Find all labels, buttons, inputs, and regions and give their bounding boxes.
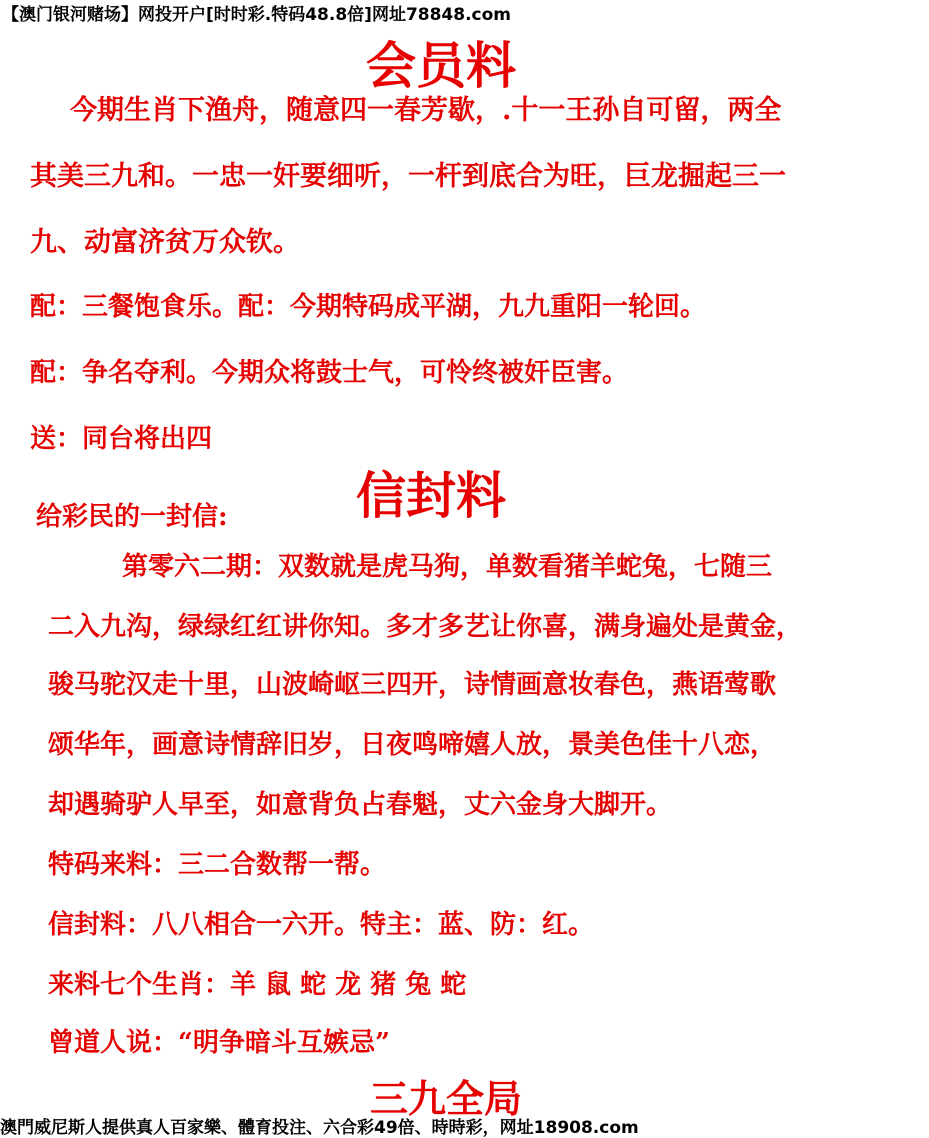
tema-line: 特码来料：三二合数帮一帮。 [48,850,387,880]
section-title-sanjiu: 三九全局 [370,1076,523,1121]
letter-line-1: 第零六二期：双数就是虎马狗，单数看猪羊蛇兔，七随三 [122,552,773,582]
top-banner: 【澳门银河赌场】网投开户[时时彩.特码48.8倍]网址78848.com [2,5,512,25]
section-title-member: 会员料 [366,36,516,95]
letter-line-4: 颂华年，画意诗情辞旧岁，日夜鸣啼嬉人放，景美色佳十八恋， [48,730,777,760]
letter-greeting: 给彩民的一封信: [36,502,228,532]
song-line: 送：同台将出四 [30,424,213,454]
section-title-letter: 信封料 [356,466,506,525]
poem-line-3: 九、动富济贫万众钦。 [30,227,300,258]
zodiac-line: 来料七个生肖：羊 鼠 蛇 龙 猪 兔 蛇 [48,970,467,1000]
letter-line-5: 却遇骑驴人早至，如意背负占春魁，丈六金身大脚开。 [48,790,673,820]
letter-line-2: 二入九沟，绿绿红红讲你知。多才多艺让你喜，满身遍处是黄金， [48,612,803,642]
pei-line-1: 配：三餐饱食乐。配：今期特码成平湖，九九重阳一轮回。 [30,292,707,322]
letter-line-3: 骏马驼汉走十里，山波崎岖三四开，诗情画意妆春色，燕语莺歌 [48,670,777,700]
poem-line-1: 今期生肖下渔舟，随意四一春芳歇，.十一王孙自可留，两全 [70,95,782,126]
xinfeng-line: 信封料：八八相合一六开。特主：蓝、防：红。 [48,910,595,940]
pei-line-2: 配：争名夺利。今期众将鼓士气，可怜终被奸臣害。 [30,358,629,388]
poem-line-2: 其美三九和。一忠一奸要细听，一杆到底合为旺，巨龙掘起三一 [30,161,786,192]
taoist-line: 曾道人说：“明争暗斗互嫉忌” [48,1028,390,1058]
bottom-banner: 澳門威尼斯人提供真人百家樂、體育投注、六合彩49倍、時時彩，网址18908.com [0,1118,639,1138]
